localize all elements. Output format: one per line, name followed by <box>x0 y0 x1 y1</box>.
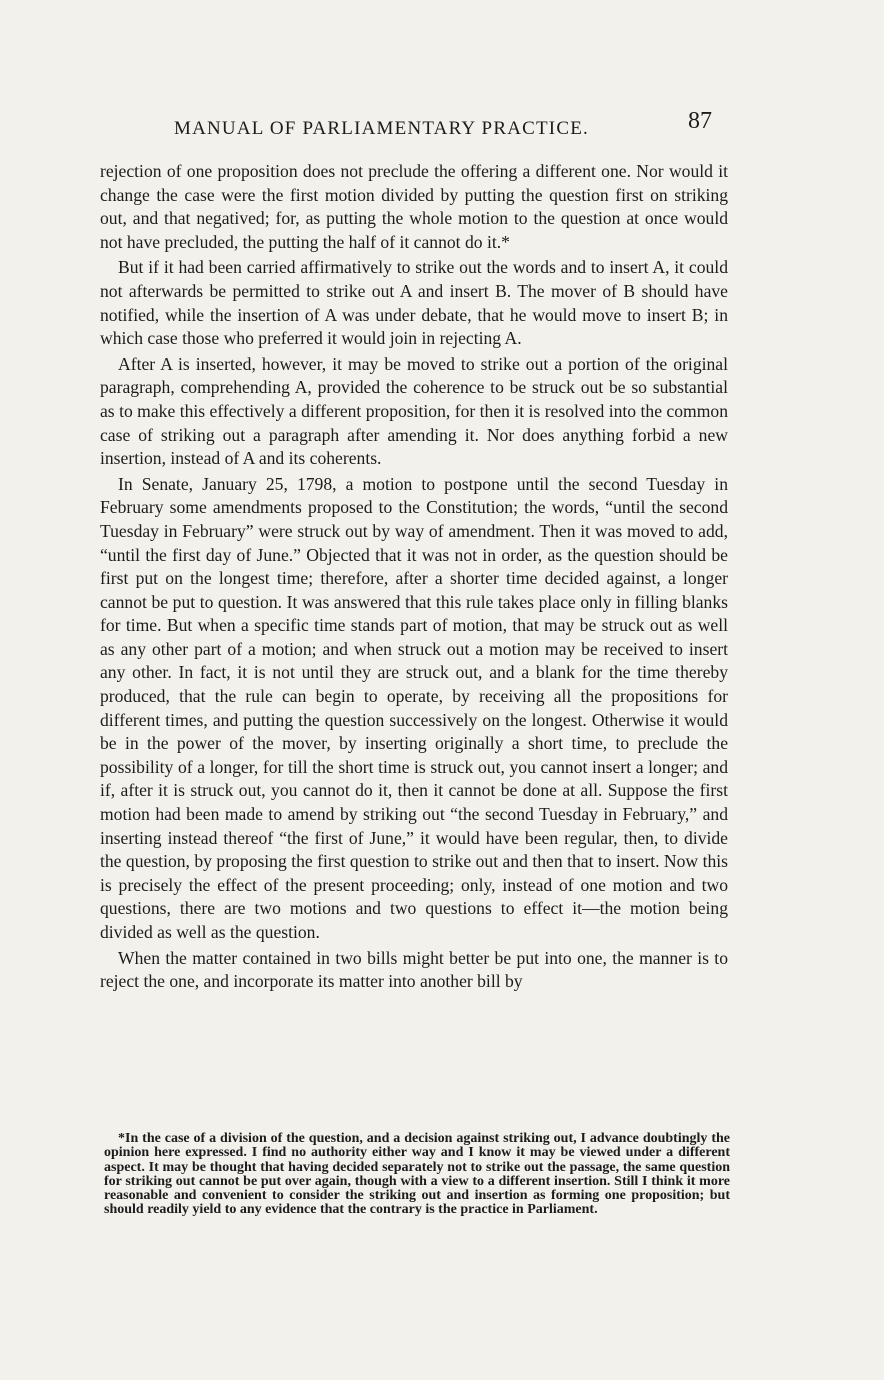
body-text <box>100 160 728 996</box>
paragraph-two-bills: When the matter contained in two bills might better be put into one, the manner is to reject the one, and incorporate its matter into another bill by <box>100 947 728 992</box>
paragraph-continuation: rejection of one proposition does not preclude the offering a different one. Nor would it change the case were the first motion divided by putting the question first on striking out, and that negatived; for, as putting the whole motion to the question at once would not have precluded, the putting the half of it cannot do it.* <box>100 161 728 252</box>
paragraph-senate-1798: In Senate, January 25, 1798, a motion to postpone until the second Tuesday in February some amendments proposed to the Constitution; the words, “until the second Tuesday in February” were struck out by way of amendment. Then it was moved to add, “until the first day of June.” Objected that it was not in order, as the question should be first put on the longest time; therefore, after a shorter time decided against, a longer cannot be put to question. It was answered that this rule takes place only in filling blanks for time. But when a specific time stands part of motion, that may be struck out as well as any other part of a motion; and when struck out a motion may be received to insert any other. In fact, it is not until they are struck out, and a blank for the time thereby produced, that the rule can begin to operate, by receiving all the propositions for different times, and putting the question successively on the longest. Otherwise it would be in the power of the mover, by inserting originally a short time, to preclude the possibility of a longer, for till the short time is struck out, you cannot insert a longer; and if, after it is struck out, you cannot do it, then it cannot be done at all. Suppose the first motion had been made to amend by striking out “the second Tuesday in February,” and inserting instead thereof “the first of June,” it would have been regular, then, to divide the question, by proposing the first question to strike out and then that to insert. Now this is precisely the effect of the present proceeding; only, instead of one motion and two questions, there are two motions and two questions to effect it—the motion being divided as well as the question. <box>100 473 728 942</box>
paragraph-after-insertion: After A is inserted, however, it may be moved to strike out a portion of the original paragraph, comprehending A, provided the coherence to be struck out be so substantial as to make this effectively a different proposition, for then it is resolved into the common case of striking out a paragraph after amending it. Nor does anything forbid a new insertion, instead of A and its coherents. <box>100 353 728 469</box>
running-title: MANUAL OF PARLIAMENTARY PRACTICE. <box>174 118 589 139</box>
page-number: 87 <box>688 108 712 134</box>
running-head <box>100 108 720 148</box>
paragraph-insert-a: But if it had been carried affirmatively to strike out the words and to insert A, it could not afterwards be permitted to strike out A and insert B. The mover of B should have notified, while the insertion of A was under debate, that he would move to insert B; in which case those who preferred it would join in rejecting A. <box>100 257 728 349</box>
footnote: *In the case of a division of the question, and a decision against striking out, I advance doubtingly the opinion here expressed. I find no authority either way and I know it may be viewed under a different aspect. It may be thought that having decided separately not to strike out the passage, the same question for striking out cannot be put over again, though with a view to a different insertion. Still I think it more reasonable and convenient to consider the striking out and insertion as forming one proposition; but should readily yield to any evidence that the contrary is the practice in Parliament. <box>104 1131 730 1218</box>
